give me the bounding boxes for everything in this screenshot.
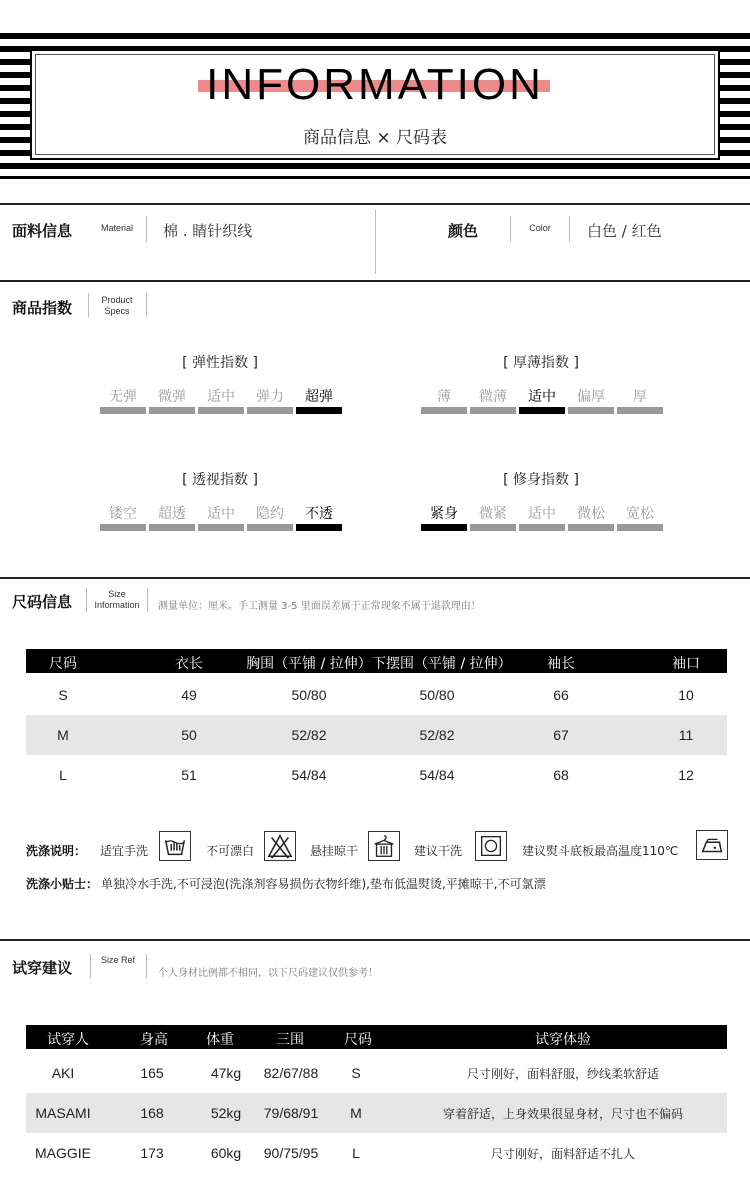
divider [0,939,750,941]
elasticity-index-bar [198,407,244,414]
fit-table [26,1025,727,1175]
wash-text-dryclean: 建议干洗 [414,844,463,858]
fit-index-bar [421,524,467,531]
wash-text-bleach: 不可漂白 [206,844,255,858]
table-row: L 51 54/84 54/84 68 12 [59,767,694,783]
table-row: MASAMI 168 52kg 79/68/91 M 穿着舒适，上身效果很显身材，尺寸也不偏码 [26,1093,727,1133]
size-table [26,649,727,795]
table-row: AKI 165 47kg 82/67/88 S 尺寸刚好，面料舒服，纱线柔软舒适 [51,1065,659,1081]
table-row: S 49 50/80 50/80 66 10 [58,687,694,703]
transparency-index-option: 镂空 [109,506,137,522]
fit-index-bar [617,524,663,531]
fit-index-option: 紧身 [430,506,458,522]
elasticity-index-bar [100,407,146,414]
fit-note: 个人身材比例都不相同，以下尺码建议仅供参考！ [158,968,378,979]
elasticity-index-bar [247,407,293,414]
fit-index-bar [519,524,565,531]
elasticity-index-option: 适中 [207,389,235,405]
specs-subtitle: Product Specs [101,295,133,316]
fit-index-option: 微松 [577,506,605,522]
fit-header-weight: 体重 [206,1032,234,1048]
no-bleach-icon [264,831,296,861]
fit-index-option: 微紧 [479,506,507,522]
fit-index-bar [568,524,614,531]
transparency-index-option: 隐约 [256,506,284,522]
material-title: 面料信息 [12,222,73,240]
thickness-index-bar [568,407,614,414]
transparency-index-bar [149,524,195,531]
thickness-index-title: [ 厚薄指数 ] [503,355,579,371]
fit-index-title: [ 修身指数 ] [503,472,579,488]
washing-label: 洗涤说明： [26,844,87,858]
divider [0,577,750,579]
washing-tips: 单独冷水手洗,不可浸泡(洗涤剂容易损伤衣物纤维),垫布低温熨烫,平摊晾干,不可氯漂 [101,877,546,891]
fit-header-person: 试穿人 [47,1032,89,1048]
thickness-index-option: 偏厚 [577,389,605,405]
thickness-index-bar [519,407,565,414]
washing-tips-label: 洗涤小贴士： [26,877,99,891]
divider [0,280,750,282]
wash-text-hand: 适宜手洗 [100,844,149,858]
size-table-header [26,649,727,673]
material-subtitle: Material [100,223,133,233]
thickness-index-option: 厚 [633,389,647,405]
elasticity-index-title: [ 弹性指数 ] [182,355,258,371]
material-value: 棉 . 睛针织线 [163,222,253,240]
size-header-sleeve: 袖长 [547,656,575,672]
divider [0,203,750,205]
transparency-index-option: 超透 [158,506,186,522]
fit-title: 试穿建议 [12,959,73,977]
size-header-hem: 下摆围（平铺 / 拉伸） [372,656,512,672]
size-header-size: 尺码 [49,656,77,672]
fit-header-measurements: 三围 [276,1032,304,1048]
iron-icon [696,830,728,860]
hang-dry-icon [368,831,400,861]
thickness-index-option: 适中 [528,389,556,405]
color-subtitle: Color [529,223,551,233]
size-info-subtitle: Size Information [94,589,140,610]
table-row: MAGGIE 173 60kg 90/75/95 L 尺寸刚好，面料舒适不扎人 [34,1145,635,1161]
thickness-index-bar [470,407,516,414]
size-info-title: 尺码信息 [12,593,73,611]
thickness-index-bar [421,407,467,414]
elasticity-index-bar [296,407,342,414]
elasticity-index-option: 微弹 [158,389,186,405]
color-title: 颜色 [448,222,479,240]
transparency-index-bar [100,524,146,531]
page-title: INFORMATION [206,60,544,109]
transparency-index-bar [296,524,342,531]
elasticity-index-option: 超弹 [305,389,333,405]
fit-index-option: 适中 [528,506,556,522]
table-row: M 50 52/82 52/82 67 11 [26,715,727,755]
dry-clean-icon [475,831,507,861]
transparency-index-option: 不透 [305,506,333,522]
fit-header-height: 身高 [140,1032,168,1048]
transparency-index-bar [198,524,244,531]
thickness-index-option: 薄 [437,389,451,405]
thickness-index-option: 微薄 [479,389,507,405]
fit-header-experience: 试穿体验 [535,1032,591,1048]
hand-wash-icon [159,831,191,861]
fit-subtitle: Size Ref [100,955,135,965]
size-header-cuff: 袖口 [672,656,700,672]
fit-index-bar [470,524,516,531]
transparency-index-bar [247,524,293,531]
fit-table-header [26,1025,727,1049]
transparency-index-option: 适中 [207,506,235,522]
page-subtitle: 商品信息 × 尺码表 [302,128,448,148]
color-value: 白色 / 红色 [587,222,662,240]
thickness-index-bar [617,407,663,414]
elasticity-index-bar [149,407,195,414]
specs-title: 商品指数 [12,299,73,317]
transparency-index-title: [ 透视指数 ] [182,472,258,488]
fit-index-option: 宽松 [626,506,654,522]
size-info-note: 测量单位：厘米。手工测量 3-5 里面误差属于正常现象不属于退款理由！ [158,601,481,612]
wash-text-iron: 建议熨斗底板最高温度110℃ [522,844,679,858]
wash-text-hang: 悬挂晾干 [310,844,359,858]
fit-header-size: 尺码 [344,1032,372,1048]
size-header-chest: 胸围（平铺 / 拉伸） [246,656,372,672]
size-header-length: 衣长 [175,656,203,672]
elasticity-index-option: 无弹 [109,389,137,405]
elasticity-index-option: 弹力 [256,389,284,405]
